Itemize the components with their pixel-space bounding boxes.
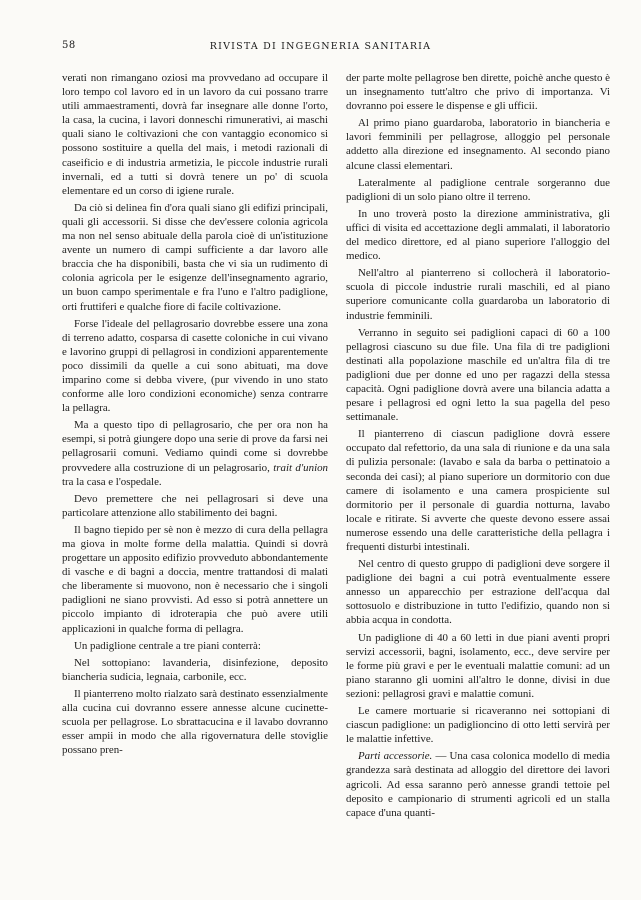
paragraph: Nel sottopiano: lavanderia, disinfezione, deposito biancheria sudicia, legnaia, carbonile, ecc. (62, 656, 328, 683)
paragraph: Un padiglione centrale a tre piani conterrà: (74, 639, 261, 652)
paragraph: Il pianterreno molto rialzato sarà destinato essenzialmente alla cucina cui dovranno essere annesse alcune cucinette-scuola per pellagrose. Lo sbrattacucina e il lavabo dovranno esser ampii in modo che alla rigovernatura delle stoviglie possano pren- (62, 687, 328, 757)
paragraph: Da ciò si delinea fin d'ora quali siano gli edifizi principali, quali gli accessorii. Si disse che dev'essere colonia agricola ma non nel senso abituale della parola cioè di un'istituzione avente un numero di campi sufficiente a dar lavoro alle braccia che ha disponibili, basta che vi sia un rudimento di colonia agricola per le esigenze dell'insegnamento agrario, un buon campo sperimentale e fra l'uno e l'altro padiglione, orti fruttiferi e qualche fiore di facile coltivazione. (62, 201, 328, 313)
paragraph: Il pianterreno di ciascun padiglione dovrà essere occupato dal refettorio, da una sala di riunione e da una sala di pulizia personale: (lavabo e sala da barba o pettinatoio a seconda dei casi); al piano superiore un dormitorio con due camere di isolamento e una camera prospiciente sul dormitorio per il personale di guardia notturna, lavabo locale e ritirate. Si avverte che queste devono essere assai numerose essendo una delle caratteristiche della pellagra i frequenti disturbi intestinali. (346, 428, 610, 553)
paragraph: Nell'altro al pianterreno si collocherà il laboratorio-scuola di piccole industrie rurali maschili, ed al piano superiore comunicante colla guardaroba un laboratorio di industrie femminili. (346, 267, 610, 322)
paragraph: Parti accessorie. — Una casa colonica modello di media grandezza sarà destinata ad alloggio del direttore dei lavori agricoli. Ad essa saranno però annesse grandi tettoie pel deposito e campionario di strumenti agricoli ed un stalla capace d'una quanti- (346, 750, 610, 819)
paragraph: Forse l'ideale del pellagrosario dovrebbe essere una zona di terreno adatto, cosparsa di casette coloniche in cui vivano e lavorino gruppi di pellagrosi in condizioni apparentemente poco dissimili da quelle a cui sono abituati, ma dove imparino come si debba vivere, (pur vivendo in uno stato conforme alle loro condizioni economiche) senza contrarre la pellagra. (62, 317, 328, 415)
paragraph: Al primo piano guardaroba, laboratorio in biancheria e lavori femminili per pellagrose, alloggio pel personale addetto alla direzione ed insegnamento. Al secondo piano alcune classi elementari. (346, 117, 610, 172)
paragraph: Verranno in seguito sei padiglioni capaci di 60 a 100 pellagrosi ciascuno su due file. Una fila di tre padiglioni destinati alla popolazione maschile ed un'altra fila di tre padiglioni due per donne ed uno per ragazzi della stessa capacità. Ogni padiglione dovrà avere una bilancia adatta a pesare i pellagrosi ed ogni letto la sua pagella del peso settimanale. (346, 326, 610, 424)
paragraph: Ma a questo tipo di pellagrosario, che per ora non ha esempi, si potrà giungere dopo una serie di prove da farsi nei pellagrosarii comuni. Vediamo quindi come si dovrebbe provvedere alla costruzione di un pelagrosario, trait d'union tra la casa e l'ospedale. (62, 419, 328, 488)
paragraph: Nel centro di questo gruppo di padiglioni deve sorgere il padiglione dei bagni a cui potrà eventualmente essere annesso un apparecchio per estrazione dell'acqua dal sottosuolo e distribuzione in tutto l'edifizio, quando non si abbia acqua in condotta. (346, 558, 610, 627)
paragraph: verati non rimangano oziosi ma provvedano ad occupare il loro tempo col lavoro ed in un lavoro da cui possano trarre utili ammaestramenti, dovrà far insegnare alle donne l'orto, la casa, la cucina, i lavori donneschi rimunerativi, ai maschi quali siano le coltivazioni che con vantaggio economico si possono sostituire a quella del mais, i metodi razionali di caseificio e di industria armetizia, le piccole industrie rurali invernali, ed a tutti si dovrà tenere un po' di scuola elementare ed un corso di igiene rurale. (62, 72, 328, 197)
left-column (62, 71, 328, 757)
page-number: 58 (62, 40, 76, 51)
italic-phrase: trait d'union (273, 461, 328, 474)
paragraph: Lateralmente al padiglione centrale sorgeranno due padiglioni di un solo piano oltre il terreno. (346, 176, 610, 203)
paragraph: Le camere mortuarie si ricaveranno nei sottopiani di ciascun padiglione: un padiglioncino di otto letti servirà per le malattie infettive. (346, 705, 610, 746)
paragraph: Devo premettere che nei pellagrosari si deve una particolare attenzione allo stabilimento dei bagni. (62, 492, 328, 519)
section-heading: Parti accessorie. (358, 750, 433, 763)
paragraph: Il bagno tiepido per sè non è mezzo di cura della pellagra ma giova in molte forme della malattia. Quindi si dovrà progettare un apposito edifizio provveduto abbondantemente di vasche e di bagni a doccia, mentre trattandosi di malati che liberamente si muovono, non è necessario che i singoli padiglioni ne siano provvisti. Ad esso si potrà annettere un piccolo impianto di idroterapia che può avere utili applicazioni in qualche forma di pellagra. (62, 523, 328, 635)
paragraph: In uno troverà posto la direzione amministrativa, gli uffici di visita ed accettazione degli ammalati, il laboratorio del medico direttore, ed al piano superiore l'alloggio del medico. (346, 207, 610, 263)
right-column (346, 71, 610, 820)
paragraph: der parte molte pellagrose ben dirette, poichè anche questo è un insegnamento tutt'altro che privo di importanza. Vi dovranno poi essere le dispense e gli ufficii. (346, 72, 610, 113)
paragraph: Un padiglione di 40 a 60 letti in due piani aventi propri servizi accessorii, bagni, isolamento, ecc., deve servire per le forme più gravi e per le eventuali malattie comuni: ad un piano staranno gli uomini all'altro le donne, divisi in due sezioni: pellagrosi gravi e malattie comuni. (346, 631, 610, 700)
running-title: RIVISTA DI INGEGNERIA SANITARIA (209, 41, 432, 52)
